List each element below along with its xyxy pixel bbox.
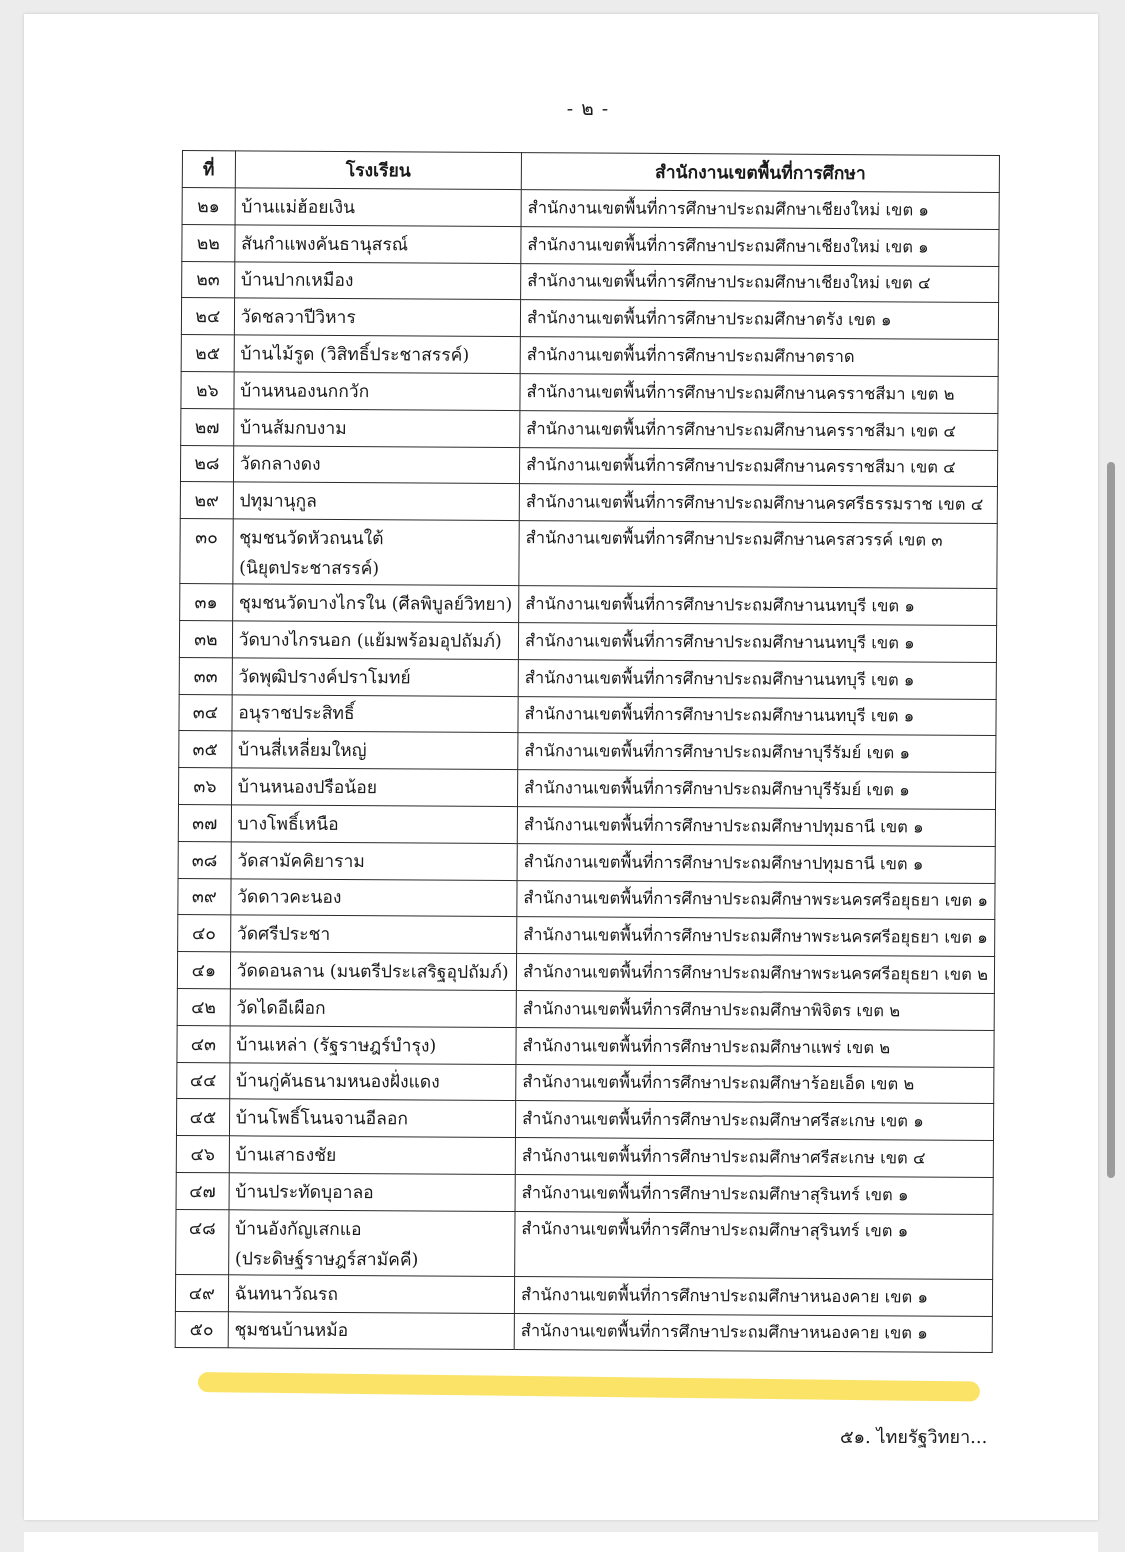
row-number: ๓๗ — [178, 804, 231, 841]
education-office: สำนักงานเขตพื้นที่การศึกษาประถมศึกษาพระนครศรีอยุธยา เขต ๑ — [517, 917, 995, 957]
table-row — [176, 1099, 993, 1141]
page-number: - ๒ - — [566, 98, 610, 120]
row-number: ๓๒ — [179, 620, 232, 657]
school-name-cell — [233, 409, 520, 448]
row-number: ๔๗ — [176, 1172, 229, 1209]
school-name-cell — [233, 519, 520, 586]
education-office: สำนักงานเขตพื้นที่การศึกษาประถมศึกษาปทุมธานี เขต ๑ — [517, 843, 995, 883]
school-name: บ้านกู่คันธนามหนองฝั่งแดง — [235, 1071, 440, 1094]
table-row — [181, 335, 998, 377]
school-name: บางโพธิ์เหนือ — [237, 814, 339, 835]
education-office: สำนักงานเขตพื้นที่การศึกษาประถมศึกษาเชียงใหม่ เขต ๑ — [521, 190, 999, 230]
school-name: บ้านแม่ฮ้อยเงิน — [241, 197, 356, 218]
row-number: ๓๕ — [179, 731, 232, 768]
school-name: วัดชลวาปีวิหาร — [240, 307, 356, 329]
table-row — [175, 1311, 992, 1353]
table-row — [179, 768, 996, 810]
table-row — [177, 952, 994, 994]
school-name: บ้านสี่เหลี่ยมใหญ่ — [237, 740, 367, 762]
table-row — [176, 1172, 993, 1214]
row-number: ๓๓ — [179, 657, 232, 694]
row-number: ๔๐ — [178, 915, 231, 952]
row-number: ๔๖ — [176, 1136, 229, 1173]
row-number: ๒๓ — [182, 261, 235, 298]
school-name-cell — [228, 1210, 515, 1277]
school-name-cell — [231, 731, 518, 770]
education-office: สำนักงานเขตพื้นที่การศึกษาประถมศึกษาเชียงใหม่ เขต ๔ — [521, 263, 999, 303]
row-number: ๔๘ — [176, 1209, 229, 1274]
table-row — [179, 620, 996, 662]
education-office: สำนักงานเขตพื้นที่การศึกษาประถมศึกษาศรีสะเกษ เขต ๔ — [515, 1138, 993, 1178]
school-name-cell — [232, 658, 519, 697]
school-name-cell — [233, 482, 520, 521]
school-name-cell — [231, 842, 518, 881]
table-row — [180, 445, 997, 487]
table-header-row — [182, 151, 999, 193]
table-row — [180, 482, 997, 524]
table-row — [181, 371, 998, 413]
header-office: สำนักงานเขตพื้นที่การศึกษา — [521, 153, 999, 193]
table-row — [177, 1025, 994, 1067]
row-number: ๕๐ — [175, 1311, 228, 1348]
row-number: ๓๑ — [180, 584, 233, 621]
row-number: ๒๙ — [180, 482, 233, 519]
table-row — [181, 298, 998, 340]
education-office: สำนักงานเขตพื้นที่การศึกษาประถมศึกษาแพร่ เขต ๒ — [516, 1027, 994, 1067]
table-row — [178, 915, 995, 957]
school-name: สันกำแพงคันธานุสรณ์ — [241, 234, 409, 256]
school-name: ฉันทนาวัณรถ — [234, 1283, 339, 1305]
school-name-cell — [229, 1099, 516, 1138]
row-number: ๓๖ — [179, 768, 232, 805]
school-name-cell — [230, 952, 517, 991]
school-name-cell — [231, 878, 518, 917]
school-name-cell — [230, 989, 517, 1028]
table-row — [177, 1062, 994, 1104]
education-office: สำนักงานเขตพื้นที่การศึกษาประถมศึกษาหนองคาย เขต ๑ — [514, 1276, 992, 1316]
school-name: บ้านไม้รูด (วิสิทธิ์ประชาสรรค์) — [240, 344, 470, 366]
school-name-cell — [235, 188, 522, 227]
school-name-line2: (นิยุตประชาสรรค์) — [239, 558, 380, 580]
schools-table — [175, 150, 1000, 1353]
school-name-cell — [232, 584, 519, 623]
table-row — [182, 188, 999, 230]
school-name-cell — [228, 1275, 515, 1314]
school-name: ชุมชนวัดหัวถนนใต้ — [239, 528, 384, 550]
school-name-cell — [232, 694, 519, 733]
school-name: วัดสามัคคิยาราม — [237, 850, 365, 872]
row-number: ๒๕ — [181, 335, 234, 372]
row-number: ๒๒ — [182, 224, 235, 261]
school-name-cell — [230, 915, 517, 954]
table-row — [178, 804, 995, 846]
school-name-line2: (ประดิษฐ์ราษฎร์สามัคคี) — [234, 1249, 419, 1271]
school-name: วัดดอนลาน (มนตรีประเสริฐอุปถัมภ์) — [236, 961, 509, 984]
school-name-cell — [231, 805, 518, 844]
row-number: ๓๘ — [178, 841, 231, 878]
education-office: สำนักงานเขตพื้นที่การศึกษาประถมศึกษาพิจิตร เขต ๒ — [516, 990, 994, 1030]
education-office: สำนักงานเขตพื้นที่การศึกษาประถมศึกษาตรัง เขต ๑ — [520, 300, 998, 340]
row-number: ๒๔ — [181, 298, 234, 335]
education-office: สำนักงานเขตพื้นที่การศึกษาประถมศึกษาปทุมธานี เขต ๑ — [517, 807, 995, 847]
table-row — [180, 584, 997, 626]
school-name: วัดดาวคะนอง — [237, 887, 342, 909]
school-name-cell — [234, 261, 521, 300]
row-number: ๔๙ — [175, 1274, 228, 1311]
school-name: บ้านหนองนกกวัก — [240, 381, 370, 403]
row-number: ๔๑ — [177, 952, 230, 989]
education-office: สำนักงานเขตพื้นที่การศึกษาประถมศึกษานนทบุรี เขต ๑ — [519, 586, 997, 626]
school-name: บ้านเสาธงชัย — [235, 1145, 337, 1166]
table-row — [182, 261, 999, 303]
school-name: วัดไดอีเผือก — [236, 998, 326, 1019]
education-office: สำนักงานเขตพื้นที่การศึกษาประถมศึกษานนทบุรี เขต ๑ — [518, 659, 996, 699]
header-no: ที่ — [182, 151, 235, 188]
school-name: บ้านปากเหมือง — [240, 270, 354, 292]
table-row — [178, 878, 995, 920]
row-number: ๔๓ — [177, 1025, 230, 1062]
scrollbar-thumb[interactable] — [1107, 462, 1115, 1178]
school-name-cell — [233, 445, 520, 484]
header-school: โรงเรียน — [235, 151, 522, 190]
education-office: สำนักงานเขตพื้นที่การศึกษาประถมศึกษาสุรินทร์ เขต ๑ — [515, 1174, 993, 1214]
education-office: สำนักงานเขตพื้นที่การศึกษาประถมศึกษาสุรินทร์ เขต ๑ — [515, 1211, 993, 1279]
table-row — [176, 1209, 993, 1279]
school-name-cell — [234, 372, 521, 411]
school-name-cell — [231, 768, 518, 807]
table-row — [177, 988, 994, 1030]
education-office: สำนักงานเขตพื้นที่การศึกษาประถมศึกษาศรีสะเกษ เขต ๑ — [516, 1101, 994, 1141]
row-number: ๔๕ — [176, 1099, 229, 1136]
table-row — [176, 1136, 993, 1178]
school-name-cell — [229, 1062, 516, 1101]
education-office: สำนักงานเขตพื้นที่การศึกษาประถมศึกษานครราชสีมา เขต ๒ — [520, 374, 998, 414]
school-name-cell — [234, 298, 521, 337]
education-office: สำนักงานเขตพื้นที่การศึกษาประถมศึกษานครสวรรค์ เขต ๓ — [519, 521, 997, 589]
table-row — [179, 694, 996, 736]
education-office: สำนักงานเขตพื้นที่การศึกษาประถมศึกษานครราชสีมา เขต ๔ — [520, 410, 998, 450]
school-name: อนุราชประสิทธิ์ — [238, 703, 355, 725]
school-name: บ้านเหล่า (รัฐราษฎร์บำรุง) — [236, 1034, 437, 1057]
row-number: ๔๒ — [177, 988, 230, 1025]
school-name-cell — [228, 1311, 515, 1350]
row-number: ๓๔ — [179, 694, 232, 731]
education-office: สำนักงานเขตพื้นที่การศึกษาประถมศึกษาร้อยเอ็ด เขต ๒ — [516, 1064, 994, 1104]
education-office: สำนักงานเขตพื้นที่การศึกษาประถมศึกษาตราด — [520, 337, 998, 377]
next-page-edge — [24, 1532, 1098, 1552]
school-name-cell — [232, 621, 519, 660]
school-name: วัดศรีประชา — [236, 924, 331, 946]
row-number: ๓๐ — [180, 519, 233, 584]
table-row — [182, 224, 999, 266]
row-number: ๒๖ — [181, 371, 234, 408]
education-office: สำนักงานเขตพื้นที่การศึกษาประถมศึกษานครราชสีมา เขต ๔ — [519, 447, 997, 487]
education-office: สำนักงานเขตพื้นที่การศึกษาประถมศึกษาพระนครศรีอยุธยา เขต ๒ — [516, 954, 994, 994]
row-number: ๔๔ — [177, 1062, 230, 1099]
table-row — [178, 841, 995, 883]
table-row — [179, 657, 996, 699]
school-name: ปทุมานุกูล — [239, 491, 317, 513]
row-number: ๒๘ — [180, 445, 233, 482]
school-name: บ้านส้มกบงาม — [239, 418, 347, 439]
table-row — [179, 731, 996, 773]
education-office: สำนักงานเขตพื้นที่การศึกษาประถมศึกษาพระนครศรีอยุธยา เขต ๑ — [517, 880, 995, 920]
table-row — [181, 408, 998, 450]
education-office: สำนักงานเขตพื้นที่การศึกษาประถมศึกษาเชียงใหม่ เขต ๑ — [521, 226, 999, 266]
school-name: บ้านประทัดบุอาลอ — [235, 1182, 374, 1204]
school-name-cell — [229, 1173, 516, 1212]
school-name-cell — [234, 335, 521, 374]
school-name: วัดพุฒิปรางค์ปราโมทย์ — [238, 667, 411, 689]
row-number: ๒๑ — [182, 188, 235, 225]
education-office: สำนักงานเขตพื้นที่การศึกษาประถมศึกษานนทบุรี เขต ๑ — [518, 623, 996, 663]
school-name: วัดบางไกรนอก (แย้มพร้อมอุปถัมภ์) — [238, 630, 502, 652]
row-number: ๓๙ — [178, 878, 231, 915]
continuation-note: ๕๑. ไทยรัฐวิทยา... — [840, 1427, 988, 1448]
school-name: วัดกลางดง — [239, 454, 321, 476]
school-name-cell — [230, 1026, 517, 1065]
school-name-cell — [235, 225, 522, 264]
school-name: ชุมชนวัดบางไกรใน (ศีลพิบูลย์วิทยา) — [238, 593, 513, 616]
education-office: สำนักงานเขตพื้นที่การศึกษาประถมศึกษานครศรีธรรมราช เขต ๔ — [519, 484, 997, 524]
school-name: บ้านโพธิ์โนนจานอีลอก — [235, 1108, 409, 1130]
row-number: ๒๗ — [181, 408, 234, 445]
school-name: บ้านหนองปรือน้อย — [237, 777, 378, 799]
table-row — [175, 1274, 992, 1316]
school-name: ชุมชนบ้านหม้อ — [234, 1320, 349, 1342]
table-row — [180, 519, 997, 589]
education-office: สำนักงานเขตพื้นที่การศึกษาประถมศึกษาหนองคาย เขต ๑ — [514, 1313, 992, 1353]
education-office: สำนักงานเขตพื้นที่การศึกษาประถมศึกษานนทบุรี เขต ๑ — [518, 696, 996, 736]
education-office: สำนักงานเขตพื้นที่การศึกษาประถมศึกษาบุรีรัมย์ เขต ๑ — [518, 770, 996, 810]
school-name-cell — [229, 1136, 516, 1175]
education-office: สำนักงานเขตพื้นที่การศึกษาประถมศึกษาบุรีรัมย์ เขต ๑ — [518, 733, 996, 773]
school-name: บ้านอังกัญเสกแอ — [235, 1219, 362, 1240]
